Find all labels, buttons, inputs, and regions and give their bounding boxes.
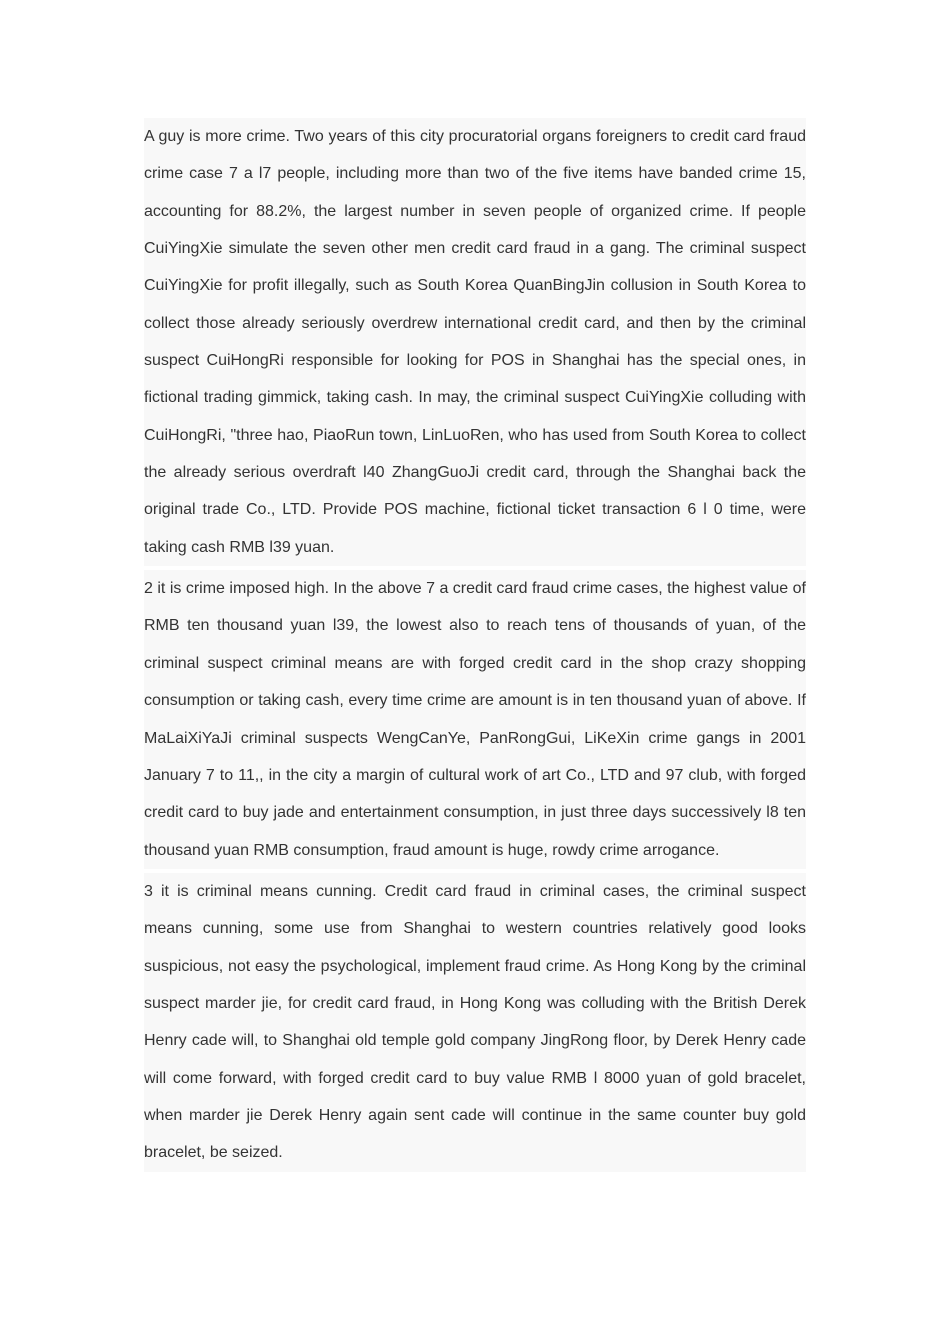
paragraph-cunning-means: 3 it is criminal means cunning. Credit card fraud in criminal cases, the criminal suspect means cunning, some use from Shanghai to western countries relatively good looks suspicious, not easy the psychological, implement fraud crime. As Hong Kong by the criminal suspect marder jie, for credit card fraud, in Hong Kong was colluding with the British Derek Henry cade will, to Shanghai old temple gold company JingRong floor, by Derek Henry cade will come forward, with forged credit card to buy value RMB l 8000 yuan of gold bracelet, when marder jie Derek Henry again sent cade will continue in the same counter buy gold bracelet, be seized. bbox=[144, 873, 806, 1172]
paragraph-organized-crime: A guy is more crime. Two years of this city procuratorial organs foreigners to credit card fraud crime case 7 a l7 people, including more than two of the five items have banded crime 15, accounting for 88.2%, the largest number in seven people of organized crime. If people CuiYingXie simulate the seven other men credit card fraud in a gang. The criminal suspect CuiYingXie for profit illegally, such as South Korea QuanBingJin collusion in South Korea to collect those already seriously overdrew international credit card, and then by the criminal suspect CuiHongRi responsible for looking for POS in Shanghai has the special ones, in fictional trading gimmick, taking cash. In may, the criminal suspect CuiYingXie colluding with CuiHongRi, "three hao, PiaoRun town, LinLuoRen, who has used from South Korea to collect the already serious overdraft l40 ZhangGuoJi credit card, through the Shanghai back the original trade Co., LTD. Provide POS machine, fictional ticket transaction 6 l 0 time, were taking cash RMB l39 yuan. bbox=[144, 118, 806, 566]
paragraph-high-amount: 2 it is crime imposed high. In the above 7 a credit card fraud crime cases, the highest value of RMB ten thousand yuan l39, the lowest also to reach tens of thousands of yuan, of the criminal suspect criminal means are with forged credit card in the shop crazy shopping consumption or taking cash, every time crime are amount is in ten thousand yuan of above. If MaLaiXiYaJi criminal suspects WengCanYe, PanRongGui, LiKeXin crime gangs in 2001 January 7 to 11,, in the city a margin of cultural work of art Co., LTD and 97 club, with forged credit card to buy jade and entertainment consumption, in just three days successively l8 ten thousand yuan RMB consumption, fraud amount is huge, rowdy crime arrogance. bbox=[144, 570, 806, 869]
document-body bbox=[144, 118, 806, 1172]
